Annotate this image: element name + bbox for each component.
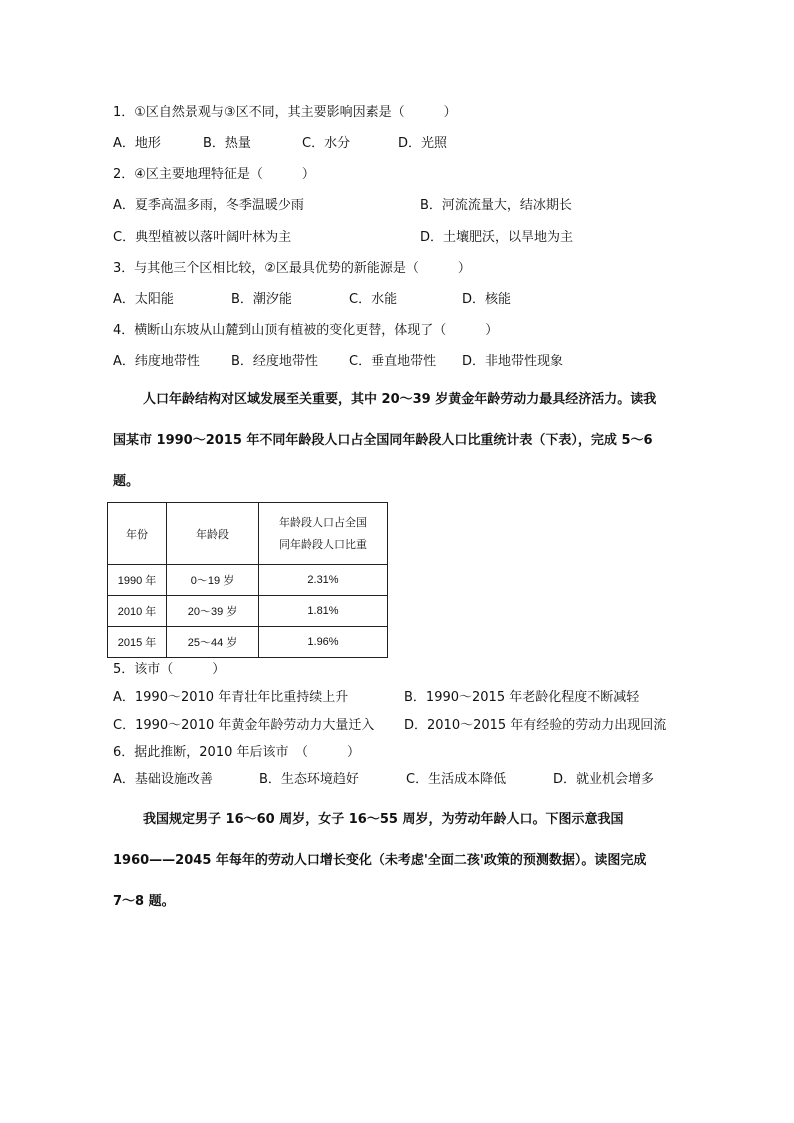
header-year: 年份 (108, 503, 167, 565)
q4-option-c: C．垂直地带性 (349, 354, 437, 369)
q3-option-a: A．太阳能 (113, 292, 174, 307)
cell-share: 1.96% (259, 627, 388, 658)
q4-stem: 4．横断山东坡从山麓到山顶有植被的变化更替，体现了（ ） (113, 323, 499, 338)
cell-age-group: 0～19 岁 (167, 565, 259, 596)
q3-option-b: B．潮汐能 (231, 292, 292, 307)
cell-year: 2015 年 (108, 627, 167, 658)
header-share-line1: 年龄段人口占全国 (279, 516, 367, 529)
q6-option-c: C．生活成本降低 (406, 772, 507, 787)
q2-option-b: B．河流流量大，结冰期长 (420, 198, 572, 213)
q6-option-d: D．就业机会增多 (553, 772, 655, 787)
cell-share: 1.81% (259, 596, 388, 627)
q6-stem: 6．据此推断，2010 年后该市 （ ） (113, 745, 360, 760)
header-share-line2: 同年龄段人口比重 (279, 538, 367, 551)
q3-option-d: D．核能 (462, 292, 512, 307)
q2-option-d: D．土壤肥沃，以旱地为主 (420, 230, 574, 245)
cell-age-group: 20～39 岁 (167, 596, 259, 627)
q4-option-a: A．纬度地带性 (113, 354, 200, 369)
cell-year: 1990 年 (108, 565, 167, 596)
q2-stem: 2．④区主要地理特征是（ ） (113, 167, 315, 182)
q2-option-a: A．夏季高温多雨，冬季温暖少雨 (113, 198, 304, 213)
q6-option-a: A．基础设施改善 (113, 772, 213, 787)
passage1-line2: 国某市 1990～2015 年不同年龄段人口占全国同年龄段人口比重统计表（下表），完成 5～6 (113, 433, 653, 448)
passage1-line3: 题。 (113, 474, 140, 489)
q1-stem: 1．①区自然景观与③区不同，其主要影响因素是（ ） (113, 105, 457, 120)
q6-option-b: B．生态环境趋好 (259, 772, 359, 787)
q5-stem: 5．该市（ ） (113, 662, 226, 677)
q2-option-c: C．典型植被以落叶阔叶林为主 (113, 230, 292, 245)
q5-option-c: C．1990～2010 年黄金年龄劳动力大量迁入 (113, 718, 375, 733)
q4-option-b: B．经度地带性 (231, 354, 318, 369)
cell-age-group: 25～44 岁 (167, 627, 259, 658)
q5-option-b: B．1990～2015 年老龄化程度不断减轻 (404, 690, 640, 705)
q4-option-d: D．非地带性现象 (462, 354, 564, 369)
table-row (108, 627, 388, 658)
statistics-table (107, 502, 388, 658)
passage2-line2: 1960——2045 年每年的劳动人口增长变化（未考虑'全面二孩'政策的预测数据）。读图完成 (113, 853, 647, 868)
q1-option-c: C．水分 (302, 136, 351, 151)
passage2-line3: 7～8 题。 (113, 894, 175, 909)
table-header-row (108, 503, 388, 565)
cell-share: 2.31% (259, 565, 388, 596)
q5-option-a: A．1990～2010 年青壮年比重持续上升 (113, 690, 349, 705)
table-row (108, 596, 388, 627)
header-share (259, 503, 388, 565)
cell-year: 2010 年 (108, 596, 167, 627)
q1-option-d: D．光照 (398, 136, 448, 151)
q5-option-d: D．2010～2015 年有经验的劳动力出现回流 (404, 718, 667, 733)
q3-option-c: C．水能 (349, 292, 398, 307)
q3-stem: 3．与其他三个区相比较，②区最具优势的新能源是（ ） (113, 261, 471, 276)
table-row (108, 565, 388, 596)
passage1-line1: 人口年龄结构对区域发展至关重要，其中 20～39 岁黄金年龄劳动力最具经济活力。读我 (143, 392, 657, 407)
q1-option-a: A．地形 (113, 136, 161, 151)
passage2-line1: 我国规定男子 16～60 周岁，女子 16～55 周岁，为劳动年龄人口。下图示意我国 (143, 812, 624, 827)
q1-option-b: B．热量 (203, 136, 251, 151)
header-age-group: 年龄段 (167, 503, 259, 565)
